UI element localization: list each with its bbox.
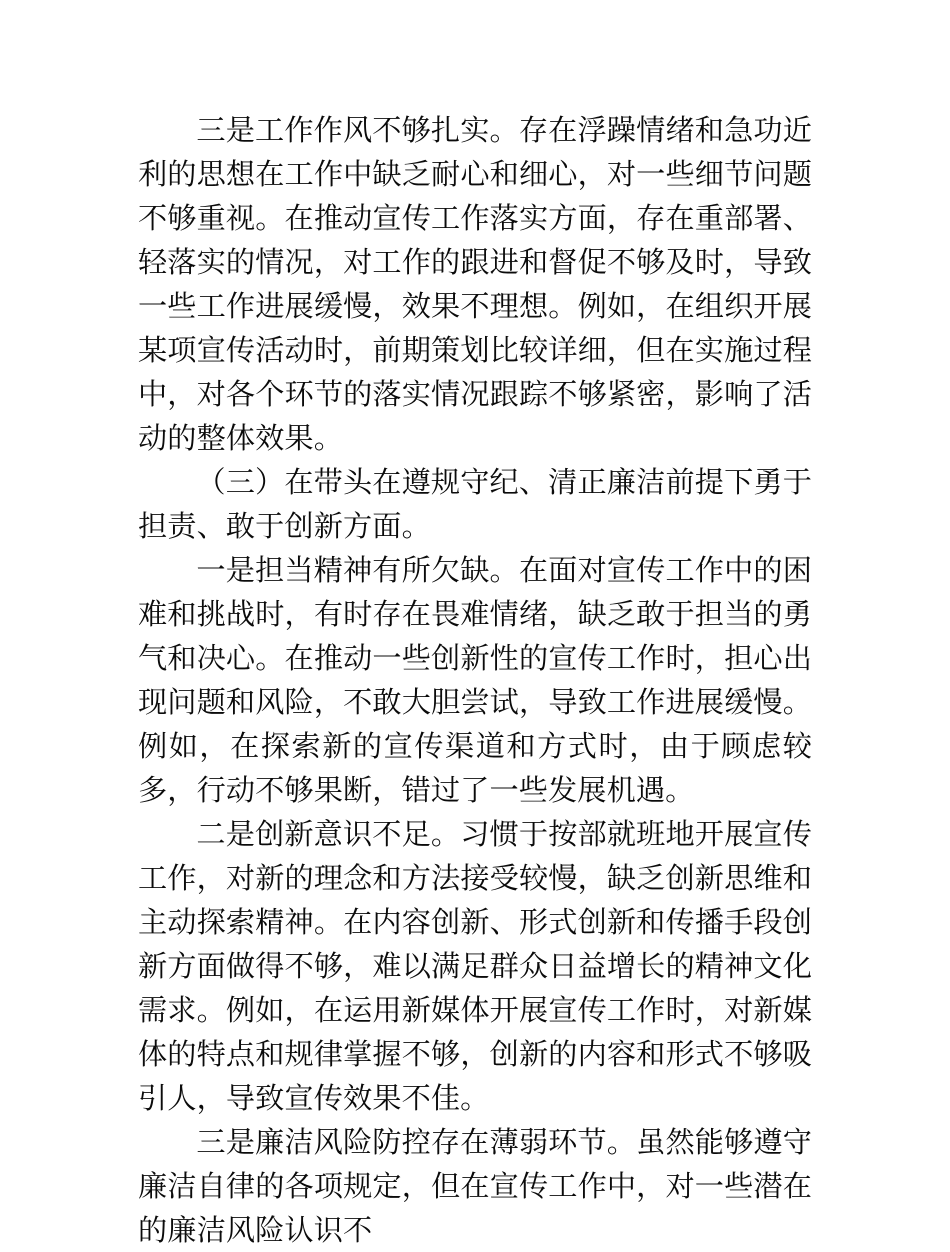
paragraph-3: 一是担当精神有所欠缺。在面对宣传工作中的困难和挑战时，有时存在畏难情绪，缺乏敢于担当的勇气和决心。在推动一些创新性的宣传工作时，担心出现问题和风险，不敢大胆尝试，导致工作进展缓慢。例如，在探索新的宣传渠道和方式时，由于顾虑较多，行动不够果断，错过了一些发展机遇。 <box>138 553 812 807</box>
paragraph-5: 三是廉洁风险防控存在薄弱环节。虽然能够遵守廉洁自律的各项规定，但在宣传工作中，对一些潜在的廉洁风险认识不 <box>138 1125 812 1247</box>
paragraph-4: 二是创新意识不足。习惯于按部就班地开展宣传工作，对新的理念和方法接受较慢，缺乏创新思维和主动探索精神。在内容创新、形式创新和传播手段创新方面做得不够，难以满足群众日益增长的精神文化需求。例如，在运用新媒体开展宣传工作时，对新媒体的特点和规律掌握不够，创新的内容和形式不够吸引人，导致宣传效果不佳。 <box>138 817 812 1115</box>
paragraph-1: 三是工作作风不够扎实。存在浮躁情绪和急功近利的思想在工作中缺乏耐心和细心，对一些细节问题不够重视。在推动宣传工作落实方面，存在重部署、轻落实的情况，对工作的跟进和督促不够及时，导致一些工作进展缓慢，效果不理想。例如，在组织开展某项宣传活动时，前期策划比较详细，但在实施过程中，对各个环节的落实情况跟踪不够紧密，影响了活动的整体效果。 <box>138 113 812 455</box>
document-text-column <box>138 108 812 1252</box>
paragraph-2-section-heading: （三）在带头在遵规守纪、清正廉洁前提下勇于担责、敢于创新方面。 <box>138 465 812 543</box>
